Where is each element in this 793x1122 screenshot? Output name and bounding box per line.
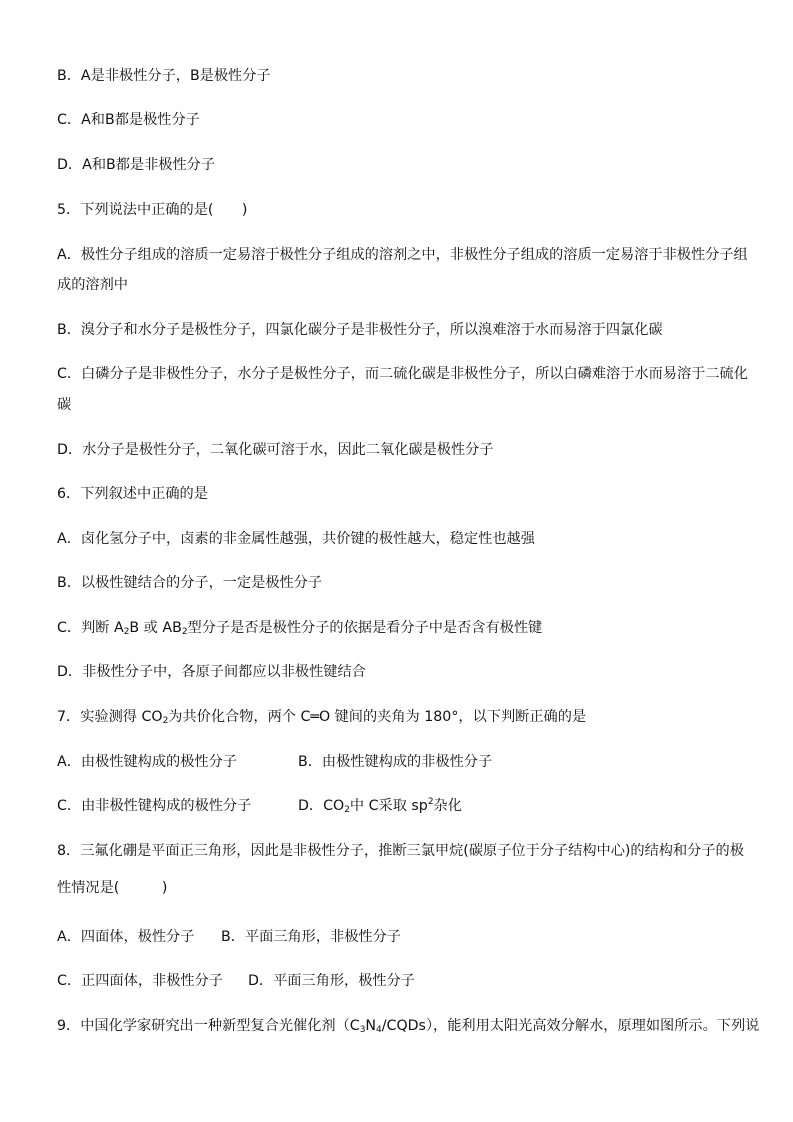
q7-option-a: A．由极性键构成的极性分子 (57, 754, 237, 770)
q8-stem-line1: 8．三氟化硼是平面正三角形，因此是非极性分子，推断三氯甲烷(碳原子位于分子结构中心)的结构和分子的极 (57, 843, 744, 859)
q5-stem: 5．下列说法中正确的是( ) (57, 202, 248, 218)
q4-option-c: C．A和B都是极性分子 (57, 112, 200, 128)
q5-option-c-line1: C．白磷分子是非极性分子，水分子是极性分子，而二硫化碳是非极性分子，所以白磷难溶于水而易溶于二硫化 (57, 366, 748, 382)
q6-stem: 6．下列叙述中正确的是 (57, 486, 208, 502)
q8-option-d: D．平面三角形，极性分子 (248, 973, 415, 989)
q8-stem-line2: 性情况是( ) (57, 880, 168, 896)
q7-stem: 7．实验测得 $CO_2$为共价化合物，两个 C═O 键间的夹角为 180°，以下判断正确的是 (57, 709, 587, 726)
q5-option-a-line2: 成的溶剂中 (57, 277, 128, 293)
q4-option-b: B．A是非极性分子，B是极性分子 (57, 68, 271, 84)
q4-option-d: D．A和B都是非极性分子 (57, 157, 216, 173)
q8-option-b: B．平面三角形，非极性分子 (221, 929, 401, 945)
q5-option-d: D．水分子是极性分子，二氧化碳可溶于水，因此二氧化碳是极性分子 (57, 442, 494, 458)
q6-option-a: A．卤化氢分子中，卤素的非金属性越强，共价键的极性越大，稳定性也越强 (57, 531, 535, 547)
q8-option-c: C．正四面体，非极性分子 (57, 973, 223, 989)
q7-option-c: C．由非极性键构成的极性分子 (57, 798, 252, 814)
q7-option-d: D．$CO_2$中 C采取 $sp^2$杂化 (298, 797, 462, 815)
q6-option-c: C．判断 $A_2B$ 或 $AB_2$型分子是否是极性分子的依据是看分子中是否含有极性键 (57, 620, 543, 637)
q5-option-b: B．溴分子和水分子是极性分子，四氯化碳分子是非极性分子，所以溴难溶于水而易溶于四氯化碳 (57, 322, 663, 338)
q6-option-d: D．非极性分子中，各原子间都应以非极性键结合 (57, 664, 366, 680)
q9-stem: 9．中国化学家研究出一种新型复合光催化剂$(C_3N_4/CQDs)$，能利用太阳光高效分解水，原理如图所示。下列说 (57, 1018, 760, 1035)
q5-option-c-line2: 碳 (57, 397, 72, 413)
q5-option-a-line1: A．极性分子组成的溶质一定易溶于极性分子组成的溶剂之中，非极性分子组成的溶质一定易溶于非极性分子组 (57, 247, 748, 263)
q7-option-b: B．由极性键构成的非极性分子 (298, 754, 493, 770)
q6-option-b: B．以极性键结合的分子，一定是极性分子 (57, 575, 323, 591)
q8-option-a: A．四面体，极性分子 (57, 929, 195, 945)
